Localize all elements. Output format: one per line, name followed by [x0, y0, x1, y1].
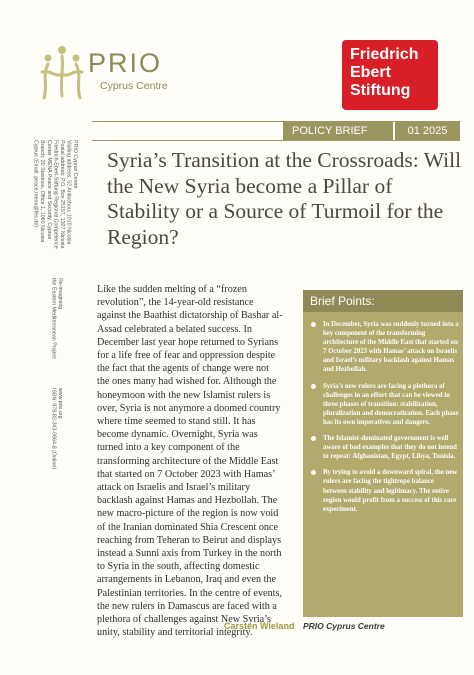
- sidebar-address-line: Cyprus (Email: peace.mena@fes.de): [32, 140, 39, 227]
- sidebar-address-line: Branch: 20 Stasinou, Office 1, 1060 Nicosia: [39, 140, 46, 243]
- brief-points-panel: [303, 290, 463, 617]
- sidebar-isbn-number: ISBN: 978-82-343-0664-8 (Online): [50, 388, 57, 469]
- brief-points-heading: Brief Points:: [303, 290, 463, 312]
- fes-logo: [342, 40, 438, 110]
- brief-point-text: In December, Syria was suddenly turned into a key component of the transforming architecture of the Middle East that started on 7 October 2023 with Hamas’ attack on Israelis and Israel’s military backlash against Hamas and Hezbollah.: [323, 321, 459, 374]
- brief-point: [309, 468, 459, 513]
- policy-brief-band: [92, 121, 460, 141]
- prio-name: PRIO: [88, 48, 163, 78]
- issue-number: 01 2025: [395, 122, 460, 140]
- sidebar-address-line: Friedrich-Ebert-Stiftung Regional Competence: [52, 140, 59, 249]
- sidebar-address-line: Postal address: P.O. Box 25157, 1307 Nicosia: [58, 140, 65, 249]
- sidebar-address-line: Visiting address: 52 Antiochou, 1010 Nicosia: [65, 140, 72, 245]
- brief-point: [309, 434, 459, 461]
- bullet-icon: [311, 384, 316, 389]
- sidebar-website: www.prio.org: [57, 388, 64, 419]
- prio-logo: [38, 44, 174, 106]
- body-paragraph: Like the sudden melting of a “frozen revolution”, the 14-year-old resistance against the Baathist dictatorship of Bashar al-Assad celebrated a belated success. In December last year hope returned to Syrians for a life free of fear and oppression despite the fact that the agents of change were not the ones many had wished for. Although the honeymoon with the new Islamist rulers is over, Syria is not anymore a doomed country where time seemed to stand still. It has become dynamic. Overnight, Syria was turned into a key component of the transforming architecture of the Middle East that started on 7 October 2023 with Hamas’ attack on Israelis and Israel’s military backlash against Hamas and Hezbollah. The new macro-picture of the region is now void of the Iranian dominated Shia Crescent once reaching from Teheran to Beirut and displays instead a Sunni axis from Turkey in the north to Syria in the south, affecting domestic arrangements in Lebanon, Iraq and even the Palestinian territories. In the centre of events, the new rulers in Damascus are faced with a plethora of challenges against New Syria’s unity, stability and territorial integrity.: [97, 284, 283, 639]
- bullet-icon: [311, 436, 316, 441]
- author-name: Carsten Wieland: [224, 621, 295, 631]
- bullet-icon: [311, 322, 316, 327]
- brief-point-text: By trying to avoid a downward spiral, the new rulers are facing the tightrope balance between stability and legitimacy. The entire region would profit from a success of this rare experiment.: [323, 469, 458, 513]
- fes-logo-line: Ebert: [350, 64, 391, 81]
- brief-points-list: [309, 320, 459, 521]
- sidebar-project-line: Re-imagining: [57, 278, 64, 310]
- document-title: Syria’s Transition at the Crossroads: Will the New Syria become a Pillar of Stability or a Source of Turmoil for the Region?: [107, 148, 462, 249]
- fes-logo-line: Stiftung: [350, 82, 411, 99]
- brief-point-text: The Islamist-dominated government is well aware of bad examples that they do not intend to repeat: Afghanistan, Egypt, Libya, Tunisia.: [323, 435, 457, 461]
- prio-subtitle: Cyprus Centre: [100, 80, 168, 92]
- sidebar-project-line: the Eastern Mediterranean Project: [50, 278, 57, 359]
- sidebar-address-line: PRIO Cyprus Centre: [72, 140, 79, 189]
- sidebar-isbn: [50, 388, 63, 508]
- sidebar-project: [50, 278, 63, 378]
- publisher-name: PRIO Cyprus Centre: [303, 621, 385, 631]
- bullet-icon: [311, 470, 316, 475]
- brief-point: [309, 382, 459, 427]
- policy-brief-label: POLICY BRIEF: [283, 122, 393, 140]
- fes-logo-line: Friedrich: [350, 46, 419, 63]
- brief-point: [309, 320, 459, 375]
- prio-figures-icon: [38, 44, 86, 104]
- brief-point-text: Syria’s new rulers are facing a plethora of challenges in an effort that can be viewed in three phases of transition: stabilization, pluralization and democratization. Each phase has its own imperatives and dangers.: [323, 382, 459, 426]
- sidebar-address-line: Center MENA Peace and Security, Cyprus: [45, 140, 52, 240]
